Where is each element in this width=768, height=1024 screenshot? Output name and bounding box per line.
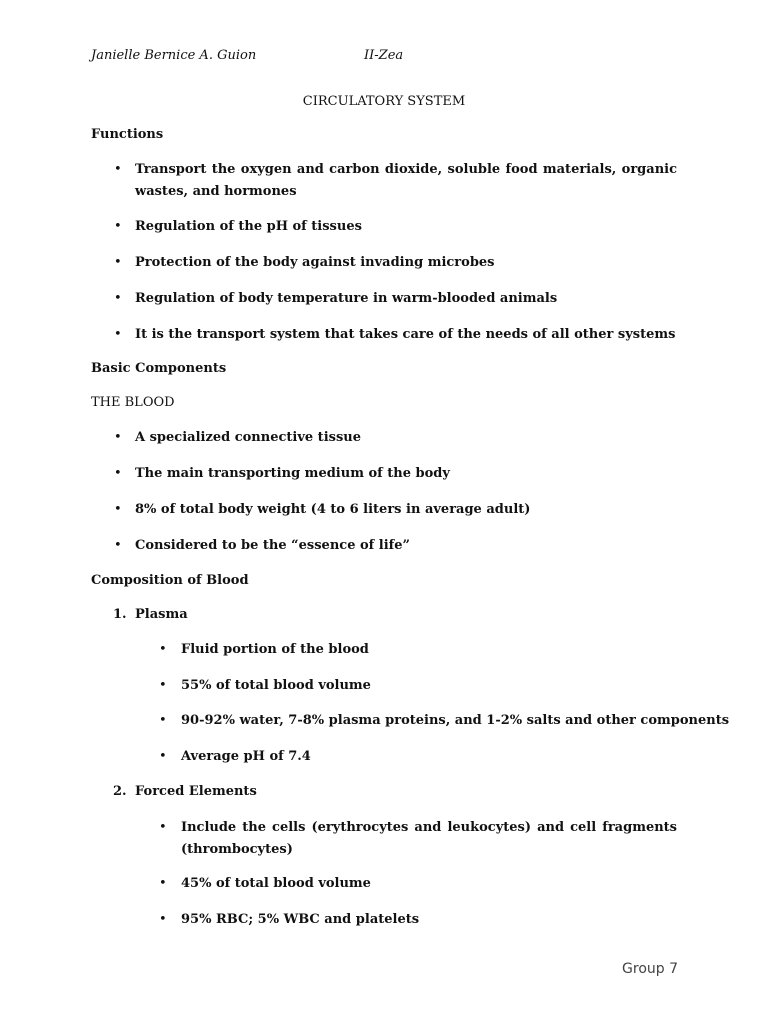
bullet-icon: • — [159, 912, 167, 927]
bullet-icon: • — [159, 678, 167, 693]
function-item-4: Regulation of body temperature in warm-blooded animals — [135, 291, 558, 306]
blood-point-1: A specialized connective tissue — [135, 430, 361, 445]
author-name: Janielle Bernice A. Guion — [91, 48, 257, 63]
function-item-2: Regulation of the pH of tissues — [135, 219, 362, 234]
bullet-icon: • — [114, 255, 122, 270]
plasma-point-1: Fluid portion of the blood — [181, 642, 369, 657]
document-title: CIRCULATORY SYSTEM — [302, 94, 466, 109]
bullet-icon: • — [114, 291, 122, 306]
bullet-icon: • — [114, 502, 122, 517]
function-item-3: Protection of the body against invading microbes — [135, 255, 495, 270]
composition-number-1: 1. — [113, 607, 127, 622]
bullet-icon: • — [114, 219, 122, 234]
function-item-1: Transport the oxygen and carbon dioxide, soluble food materials, organic wastes, and hormones — [135, 162, 677, 199]
plasma-point-3: 90-92% water, 7-8% plasma proteins, and 1-2% salts and other components — [181, 713, 730, 728]
blood-point-3: 8% of total body weight (4 to 6 liters in average adult) — [135, 502, 531, 517]
class-section: II-Zea — [364, 48, 404, 63]
the-blood-heading: THE BLOOD — [91, 395, 175, 410]
bullet-icon: • — [114, 538, 122, 553]
bullet-icon: • — [159, 713, 167, 728]
plasma-point-2: 55% of total blood volume — [181, 678, 371, 693]
bullet-icon: • — [159, 820, 167, 835]
composition-heading: Composition of Blood — [91, 573, 249, 588]
bullet-icon: • — [114, 466, 122, 481]
function-item-5: It is the transport system that takes care of the needs of all other systems — [135, 327, 676, 342]
bullet-icon: • — [159, 642, 167, 657]
composition-title-forced-elements: Forced Elements — [135, 784, 257, 799]
bullet-icon: • — [159, 749, 167, 764]
forced-elements-point-3: 95% RBC; 5% WBC and platelets — [181, 912, 420, 927]
forced-elements-point-1: Include the cells (erythrocytes and leukocytes) and cell fragments (thrombocytes) — [181, 820, 677, 857]
bullet-icon: • — [114, 430, 122, 445]
bullet-icon: • — [159, 876, 167, 891]
composition-title-plasma: Plasma — [135, 607, 188, 622]
footer-group-label: Group 7 — [622, 961, 678, 977]
blood-point-4: Considered to be the “essence of life” — [135, 538, 410, 553]
basic-components-heading: Basic Components — [91, 361, 227, 376]
bullet-icon: • — [114, 162, 122, 177]
forced-elements-point-2: 45% of total blood volume — [181, 876, 371, 891]
functions-heading: Functions — [91, 127, 164, 142]
bullet-icon: • — [114, 327, 122, 342]
composition-number-2: 2. — [113, 784, 127, 799]
blood-point-2: The main transporting medium of the body — [135, 466, 450, 481]
plasma-point-4: Average pH of 7.4 — [181, 749, 311, 764]
